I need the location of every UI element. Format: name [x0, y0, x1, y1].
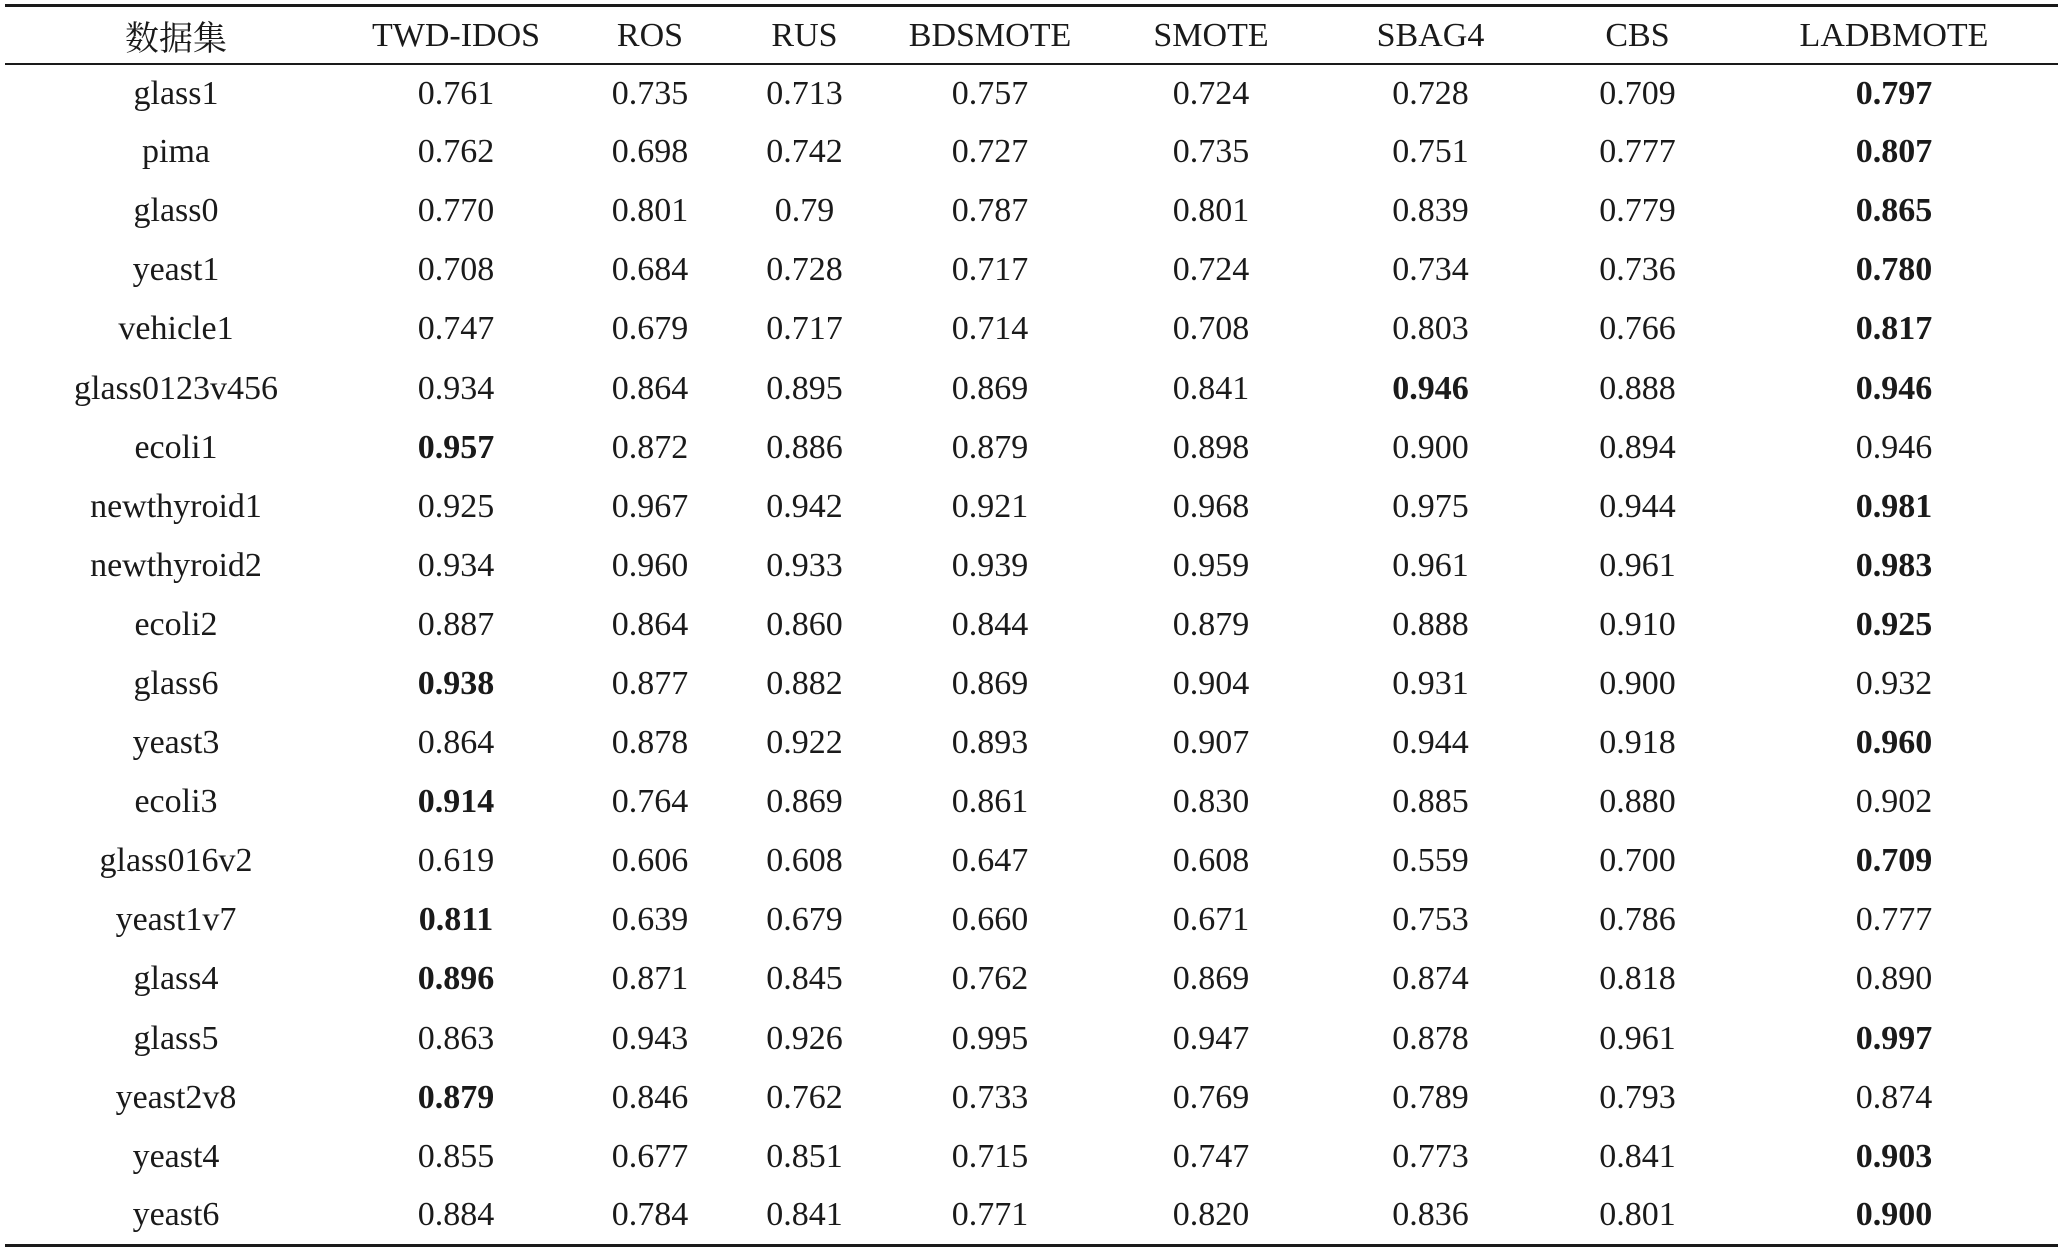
- metric-value-cell: 0.728: [1392, 74, 1469, 112]
- metric-value-cell: 0.879: [417, 1078, 495, 1116]
- header-bdsmote: BDSMOTE: [908, 16, 1072, 54]
- header-ladbmote: LADBMOTE: [1799, 16, 1989, 54]
- results-table: [5, 4, 2058, 1247]
- table-row: [5, 182, 2058, 241]
- metric-value-cell: 0.771: [951, 1196, 1029, 1234]
- metric-value-cell: 0.960: [611, 546, 689, 584]
- metric-value-cell: 0.944: [1392, 724, 1469, 762]
- metric-value-cell: 0.943: [611, 1019, 689, 1057]
- metric-value-cell: 0.851: [766, 1137, 843, 1175]
- metric-value-cell: 0.983: [1855, 546, 1933, 584]
- metric-value-cell: 0.677: [611, 1137, 689, 1175]
- dataset-name-cell: newthyroid1: [90, 487, 262, 525]
- dataset-name-cell: pima: [142, 133, 210, 171]
- dataset-name-cell: yeast4: [132, 1137, 220, 1175]
- metric-value-cell: 0.761: [417, 74, 495, 112]
- metric-value-cell: 0.898: [1172, 428, 1250, 466]
- metric-value-cell: 0.713: [766, 74, 843, 112]
- dataset-name-cell: vehicle1: [118, 310, 234, 348]
- metric-value-cell: 0.874: [1855, 1078, 1933, 1116]
- metric-value-cell: 0.860: [766, 605, 843, 643]
- metric-value-cell: 0.910: [1599, 605, 1676, 643]
- metric-value-cell: 0.946: [1392, 369, 1469, 407]
- metric-value-cell: 0.717: [951, 251, 1029, 289]
- table-row: [5, 1127, 2058, 1186]
- metric-value-cell: 0.961: [1599, 1019, 1676, 1057]
- metric-value-cell: 0.803: [1392, 310, 1469, 348]
- metric-value-cell: 0.902: [1855, 783, 1933, 821]
- metric-value-cell: 0.882: [766, 664, 843, 702]
- metric-value-cell: 0.671: [1172, 901, 1250, 939]
- dataset-name-cell: ecoli3: [134, 783, 218, 821]
- dataset-name-cell: yeast6: [132, 1196, 220, 1234]
- table-row: [5, 241, 2058, 300]
- table-row: [5, 418, 2058, 477]
- results-table-container: [5, 4, 2058, 1247]
- metric-value-cell: 0.724: [1172, 74, 1250, 112]
- metric-value-cell: 0.932: [1855, 664, 1933, 702]
- metric-value-cell: 0.639: [611, 901, 689, 939]
- metric-value-cell: 0.724: [1172, 251, 1250, 289]
- metric-value-cell: 0.698: [611, 133, 689, 171]
- metric-value-cell: 0.893: [951, 724, 1029, 762]
- metric-value-cell: 0.995: [951, 1019, 1029, 1057]
- dataset-name-cell: newthyroid2: [90, 546, 262, 584]
- metric-value-cell: 0.864: [417, 724, 495, 762]
- metric-value-cell: 0.900: [1855, 1196, 1933, 1234]
- metric-value-cell: 0.961: [1392, 546, 1469, 584]
- metric-value-cell: 0.736: [1599, 251, 1676, 289]
- metric-value-cell: 0.886: [766, 428, 843, 466]
- metric-value-cell: 0.79: [774, 192, 835, 230]
- table-row: [5, 1068, 2058, 1127]
- metric-value-cell: 0.869: [766, 783, 843, 821]
- metric-value-cell: 0.762: [417, 133, 495, 171]
- metric-value-cell: 0.717: [766, 310, 843, 348]
- metric-value-cell: 0.751: [1392, 133, 1469, 171]
- metric-value-cell: 0.903: [1855, 1137, 1933, 1175]
- metric-value-cell: 0.846: [611, 1078, 689, 1116]
- metric-value-cell: 0.934: [417, 369, 495, 407]
- metric-value-cell: 0.904: [1172, 664, 1250, 702]
- metric-value-cell: 0.801: [1172, 192, 1250, 230]
- table-row: [5, 477, 2058, 536]
- metric-value-cell: 0.874: [1392, 960, 1469, 998]
- table-row: [5, 123, 2058, 182]
- table-row: [5, 595, 2058, 654]
- metric-value-cell: 0.879: [951, 428, 1029, 466]
- metric-value-cell: 0.864: [611, 605, 689, 643]
- metric-value-cell: 0.957: [417, 428, 495, 466]
- metric-value-cell: 0.939: [951, 546, 1029, 584]
- metric-value-cell: 0.762: [951, 960, 1029, 998]
- metric-value-cell: 0.933: [766, 546, 843, 584]
- header-dataset: 数据集: [125, 21, 227, 59]
- metric-value-cell: 0.742: [766, 133, 843, 171]
- metric-value-cell: 0.880: [1599, 783, 1676, 821]
- table-row: [5, 1009, 2058, 1068]
- metric-value-cell: 0.845: [766, 960, 843, 998]
- table-row: [5, 891, 2058, 950]
- metric-value-cell: 0.811: [418, 901, 494, 939]
- metric-value-cell: 0.789: [1392, 1078, 1469, 1116]
- metric-value-cell: 0.660: [951, 901, 1029, 939]
- header-sbag4: SBAG4: [1376, 16, 1485, 54]
- header-twd-idos: TWD-IDOS: [371, 16, 541, 54]
- table-row: [5, 300, 2058, 359]
- table-row: [5, 773, 2058, 832]
- metric-value-cell: 0.734: [1392, 251, 1469, 289]
- metric-value-cell: 0.961: [1599, 546, 1676, 584]
- metric-value-cell: 0.960: [1855, 724, 1933, 762]
- metric-value-cell: 0.733: [951, 1078, 1029, 1116]
- dataset-name-cell: ecoli1: [134, 428, 218, 466]
- metric-value-cell: 0.931: [1392, 664, 1469, 702]
- metric-value-cell: 0.872: [611, 428, 689, 466]
- table-row: [5, 1186, 2058, 1245]
- dataset-name-cell: glass4: [133, 960, 219, 998]
- metric-value-cell: 0.766: [1599, 310, 1676, 348]
- metric-value-cell: 0.728: [766, 251, 843, 289]
- header-row: [5, 6, 2058, 64]
- metric-value-cell: 0.888: [1599, 369, 1676, 407]
- dataset-name-cell: yeast2v8: [115, 1078, 237, 1116]
- metric-value-cell: 0.947: [1172, 1019, 1250, 1057]
- metric-value-cell: 0.890: [1855, 960, 1933, 998]
- header-cbs: CBS: [1605, 16, 1670, 54]
- metric-value-cell: 0.714: [951, 310, 1029, 348]
- metric-value-cell: 0.914: [417, 783, 495, 821]
- metric-value-cell: 0.885: [1392, 783, 1469, 821]
- dataset-name-cell: yeast3: [132, 724, 220, 762]
- dataset-name-cell: glass5: [133, 1019, 219, 1057]
- metric-value-cell: 0.679: [611, 310, 689, 348]
- metric-value-cell: 0.967: [611, 487, 689, 525]
- metric-value-cell: 0.888: [1392, 605, 1469, 643]
- metric-value-cell: 0.780: [1855, 251, 1933, 289]
- metric-value-cell: 0.926: [766, 1019, 843, 1057]
- metric-value-cell: 0.777: [1855, 901, 1933, 939]
- metric-value-cell: 0.786: [1599, 901, 1676, 939]
- metric-value-cell: 0.647: [951, 842, 1029, 880]
- metric-value-cell: 0.922: [766, 724, 843, 762]
- metric-value-cell: 0.895: [766, 369, 843, 407]
- metric-value-cell: 0.839: [1392, 192, 1469, 230]
- metric-value-cell: 0.959: [1172, 546, 1250, 584]
- metric-value-cell: 0.864: [611, 369, 689, 407]
- metric-value-cell: 0.817: [1855, 310, 1933, 348]
- metric-value-cell: 0.900: [1392, 428, 1469, 466]
- metric-value-cell: 0.869: [1172, 960, 1250, 998]
- metric-value-cell: 0.925: [417, 487, 495, 525]
- metric-value-cell: 0.764: [611, 783, 689, 821]
- dataset-name-cell: ecoli2: [134, 605, 218, 643]
- metric-value-cell: 0.715: [951, 1137, 1029, 1175]
- table-row: [5, 64, 2058, 123]
- metric-value-cell: 0.942: [766, 487, 843, 525]
- metric-value-cell: 0.830: [1172, 783, 1250, 821]
- table-row: [5, 654, 2058, 713]
- metric-value-cell: 0.921: [951, 487, 1029, 525]
- metric-value-cell: 0.878: [1392, 1019, 1469, 1057]
- table-row: [5, 832, 2058, 891]
- metric-value-cell: 0.894: [1599, 428, 1676, 466]
- metric-value-cell: 0.684: [611, 251, 689, 289]
- dataset-name-cell: glass6: [133, 664, 219, 702]
- metric-value-cell: 0.727: [951, 133, 1029, 171]
- metric-value-cell: 0.709: [1599, 74, 1676, 112]
- metric-value-cell: 0.801: [611, 192, 689, 230]
- metric-value-cell: 0.606: [611, 842, 689, 880]
- metric-value-cell: 0.559: [1392, 842, 1469, 880]
- metric-value-cell: 0.608: [766, 842, 843, 880]
- table-row: [5, 359, 2058, 418]
- metric-value-cell: 0.887: [417, 605, 495, 643]
- metric-value-cell: 0.841: [1599, 1137, 1676, 1175]
- metric-value-cell: 0.934: [417, 546, 495, 584]
- dataset-name-cell: yeast1: [132, 251, 220, 289]
- metric-value-cell: 0.925: [1855, 605, 1933, 643]
- metric-value-cell: 0.769: [1172, 1078, 1250, 1116]
- dataset-name-cell: glass0123v456: [74, 369, 278, 407]
- metric-value-cell: 0.708: [1172, 310, 1250, 348]
- metric-value-cell: 0.938: [417, 664, 495, 702]
- metric-value-cell: 0.709: [1855, 842, 1933, 880]
- dataset-name-cell: glass1: [133, 74, 219, 112]
- metric-value-cell: 0.877: [611, 664, 689, 702]
- metric-value-cell: 0.773: [1392, 1137, 1469, 1175]
- metric-value-cell: 0.836: [1392, 1196, 1469, 1234]
- metric-value-cell: 0.700: [1599, 842, 1676, 880]
- metric-value-cell: 0.896: [417, 960, 495, 998]
- metric-value-cell: 0.747: [1172, 1137, 1250, 1175]
- metric-value-cell: 0.861: [951, 783, 1029, 821]
- metric-value-cell: 0.784: [611, 1196, 689, 1234]
- metric-value-cell: 0.818: [1599, 960, 1676, 998]
- metric-value-cell: 0.879: [1172, 605, 1250, 643]
- metric-value-cell: 0.863: [417, 1019, 495, 1057]
- metric-value-cell: 0.981: [1855, 487, 1933, 525]
- metric-value-cell: 0.820: [1172, 1196, 1250, 1234]
- header-ros: ROS: [616, 16, 684, 54]
- metric-value-cell: 0.844: [951, 605, 1029, 643]
- metric-value-cell: 0.757: [951, 74, 1029, 112]
- metric-value-cell: 0.871: [611, 960, 689, 998]
- metric-value-cell: 0.801: [1599, 1196, 1676, 1234]
- metric-value-cell: 0.708: [417, 251, 495, 289]
- metric-value-cell: 0.855: [417, 1137, 495, 1175]
- metric-value-cell: 0.997: [1855, 1019, 1933, 1057]
- metric-value-cell: 0.946: [1855, 428, 1933, 466]
- metric-value-cell: 0.679: [766, 901, 843, 939]
- metric-value-cell: 0.841: [766, 1196, 843, 1234]
- metric-value-cell: 0.793: [1599, 1078, 1676, 1116]
- metric-value-cell: 0.884: [417, 1196, 495, 1234]
- metric-value-cell: 0.907: [1172, 724, 1250, 762]
- metric-value-cell: 0.878: [611, 724, 689, 762]
- table-body: [5, 64, 2058, 1246]
- metric-value-cell: 0.608: [1172, 842, 1250, 880]
- metric-value-cell: 0.918: [1599, 724, 1676, 762]
- metric-value-cell: 0.770: [417, 192, 495, 230]
- dataset-name-cell: glass0: [133, 192, 219, 230]
- metric-value-cell: 0.807: [1855, 133, 1933, 171]
- metric-value-cell: 0.841: [1172, 369, 1250, 407]
- metric-value-cell: 0.975: [1392, 487, 1469, 525]
- metric-value-cell: 0.865: [1855, 192, 1933, 230]
- metric-value-cell: 0.777: [1599, 133, 1676, 171]
- metric-value-cell: 0.735: [611, 74, 689, 112]
- header-rus: RUS: [771, 16, 838, 54]
- metric-value-cell: 0.735: [1172, 133, 1250, 171]
- table-row: [5, 536, 2058, 595]
- metric-value-cell: 0.779: [1599, 192, 1676, 230]
- header-smote: SMOTE: [1153, 16, 1269, 54]
- metric-value-cell: 0.787: [951, 192, 1029, 230]
- metric-value-cell: 0.762: [766, 1078, 843, 1116]
- metric-value-cell: 0.747: [417, 310, 495, 348]
- metric-value-cell: 0.900: [1599, 664, 1676, 702]
- metric-value-cell: 0.968: [1172, 487, 1250, 525]
- table-row: [5, 950, 2058, 1009]
- table-header: [5, 6, 2058, 64]
- metric-value-cell: 0.946: [1855, 369, 1933, 407]
- metric-value-cell: 0.753: [1392, 901, 1469, 939]
- dataset-name-cell: yeast1v7: [115, 901, 237, 939]
- metric-value-cell: 0.869: [951, 369, 1029, 407]
- metric-value-cell: 0.797: [1855, 74, 1933, 112]
- dataset-name-cell: glass016v2: [99, 842, 253, 880]
- metric-value-cell: 0.619: [417, 842, 495, 880]
- table-row: [5, 714, 2058, 773]
- metric-value-cell: 0.869: [951, 664, 1029, 702]
- metric-value-cell: 0.944: [1599, 487, 1676, 525]
